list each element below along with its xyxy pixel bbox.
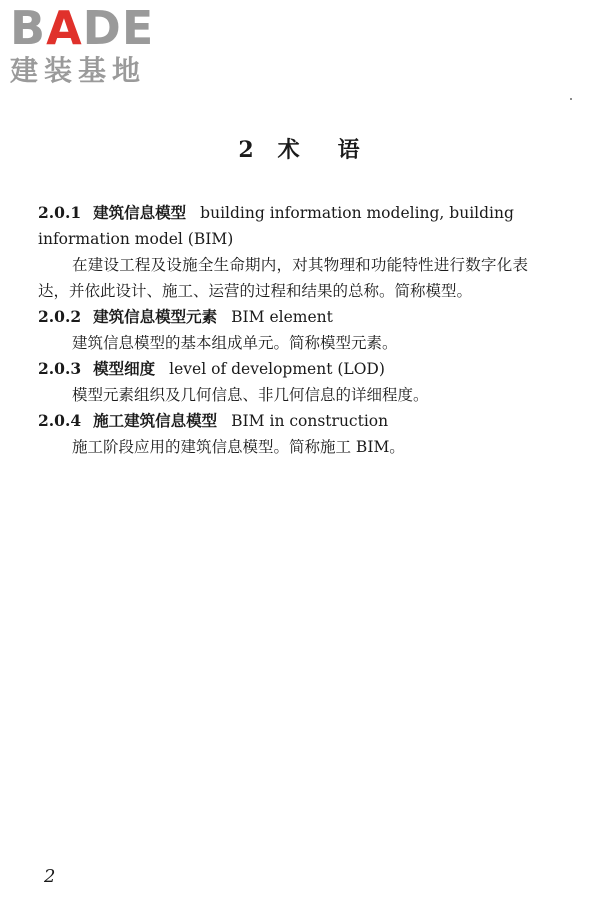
term-definition: 建筑信息模型的基本组成单元。简称模型元素。 [72, 334, 398, 352]
watermark-latin-text [10, 1, 180, 55]
chapter-title [0, 133, 600, 164]
bade-watermark-logo [10, 1, 180, 88]
term-definition: 在建设工程及设施全生命期内，对其物理和功能特性进行数字化表达，并依此设计、施工、运营的过程和结果的总称。简称模型。 [38, 256, 528, 300]
term-number: 2.0.4 [38, 411, 82, 430]
term-definition: 施工阶段应用的建筑信息模型。简称施工 BIM。 [72, 438, 405, 456]
term-definition: 模型元素组织及几何信息、非几何信息的详细程度。 [72, 386, 429, 404]
term-heading [38, 408, 528, 434]
term-number: 2.0.2 [38, 307, 82, 326]
term-chinese-name: 模型细度 [93, 359, 156, 378]
term-english-name: BIM element [231, 308, 333, 326]
watermark-letter-b: B [10, 1, 47, 55]
term-english-name: building information modeling, building information model (BIM) [38, 204, 514, 248]
page-number: 2 [44, 866, 56, 887]
term-chinese-name: 建筑信息模型 [93, 203, 187, 222]
watermark-letters-de: DE [82, 1, 155, 55]
chapter-title-part-a: 术 [277, 137, 302, 163]
term-heading [38, 304, 528, 330]
terms-section [38, 200, 528, 460]
term-english-name: BIM in construction [231, 412, 389, 430]
watermark-letter-a: A [46, 1, 83, 55]
term-chinese-name: 建筑信息模型元素 [93, 307, 218, 326]
watermark-cjk-text: 建装基地 [10, 54, 147, 87]
term-number: 2.0.1 [38, 203, 82, 222]
term-heading [38, 200, 528, 252]
term-english-name: level of development (LOD) [169, 360, 385, 378]
chapter-number: 2 [238, 137, 256, 163]
chapter-title-part-b: 语 [337, 137, 362, 163]
term-heading [38, 356, 528, 382]
term-chinese-name: 施工建筑信息模型 [93, 411, 218, 430]
speck-mark [570, 98, 572, 100]
term-number: 2.0.3 [38, 359, 82, 378]
